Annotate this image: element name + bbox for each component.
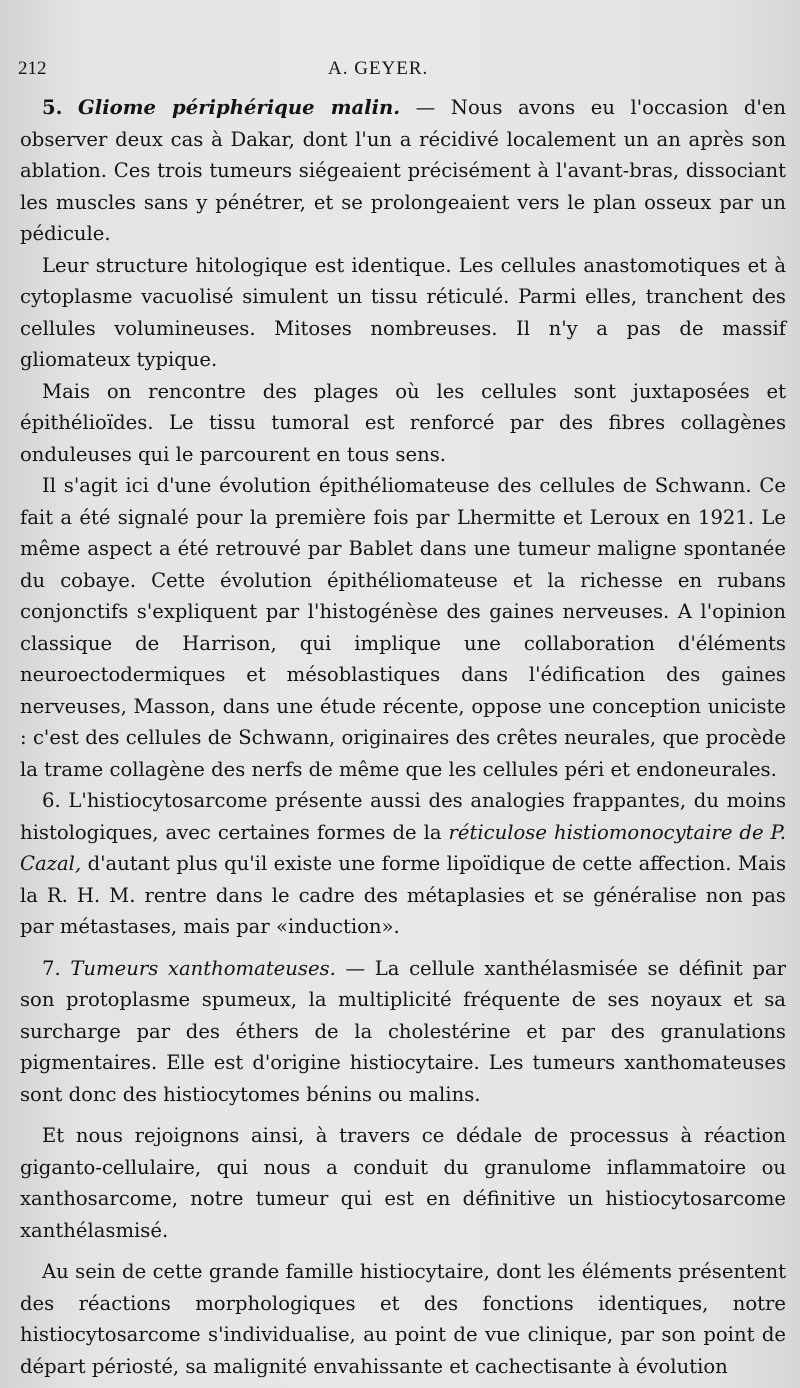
- section-number: 5.: [42, 96, 63, 119]
- section-title: Gliome périphérique malin.: [78, 96, 401, 119]
- paragraph-plages: [20, 376, 786, 471]
- paragraph-text: Mais on rencontre des plages où les cellules sont juxtaposées et épithélioïdes. Le tissu tumoral est renforcé par des fibres collagènes onduleuses qui le parcourent en tous sens.: [20, 379, 786, 466]
- paragraph-structure: [20, 250, 786, 376]
- body-text: [20, 92, 786, 1382]
- paragraph-xanthomateuses: [20, 953, 786, 1111]
- section-title: Tumeurs xanthomateuses.: [70, 956, 336, 980]
- paragraph-text: d'autant plus qu'il existe une forme lipoïdique de cette affection. Mais la R. H. M. rentre dans le cadre des métaplasies et se généralise non pas par métastases, mais par «induction».: [20, 852, 786, 938]
- paragraph-famille: [20, 1256, 786, 1382]
- page-number: 212: [18, 58, 47, 79]
- paragraph-rejoignons: [20, 1120, 786, 1246]
- paragraph-schwann: [20, 470, 786, 785]
- running-title: A. GEYER.: [328, 58, 429, 79]
- section-number: 7.: [42, 956, 61, 980]
- page-header: [18, 58, 770, 88]
- paragraph-text: Leur structure hitologique est identique. Les cellules anastomotiques et à cytoplasme vacuolisé simulent un tissu réticulé. Parmi elles, tranchent des cellules volumineuses. Mitoses nombreuses. Il n'y a pas de massif gliomateux typique.: [20, 253, 786, 371]
- paragraph-text: — La cellule xanthélasmisée se définit par son protoplasme spumeux, la multiplicité fréquente de ses noyaux et sa surcharge par des éthers de la cholestérine et par des granulations pigmentaires. Elle est d'origine histiocytaire. Les tumeurs xanthomateuses sont donc des histiocytomes bénins ou malins.: [20, 956, 786, 1106]
- paragraph-text: Et nous rejoignons ainsi, à travers ce dédale de processus à réaction giganto-cellulaire, qui nous a conduit du granulome inflammatoire ou xanthosarcome, notre tumeur qui est en définitive un histiocytosarcome xanthélasmisé.: [20, 1124, 786, 1242]
- paragraph-text: Au sein de cette grande famille histiocytaire, dont les éléments présentent des réactions morphologiques et des fonctions identiques, notre histiocytosarcome s'individualise, au point de vue clinique, par son point de départ périosté, sa malignité envahissante et cachectisante à évolution: [20, 1260, 786, 1378]
- paragraph-text: — Nous avons eu l'occasion d'en observer deux cas à Dakar, dont l'un a récidivé localement un an après son ablation. Ces trois tumeurs siégeaient précisément à l'avant-bras, dissociant les muscles sans y pénétrer, et se prolongeaient vers le plan osseux par un pédicule.: [20, 96, 787, 245]
- italic-term: réticulose histiomonocytaire de P. Cazal,: [20, 820, 786, 875]
- paragraph-gliome: [20, 92, 786, 250]
- paragraph-text: L'histiocytosarcome présente aussi des analogies frappantes, du moins histologiques, avec certaines formes de la: [20, 789, 786, 844]
- paragraph-text: Il s'agit ici d'une évolution épithéliomateuse des cellules de Schwann. Ce fait a été signalé pour la première fois par Lhermitte et Leroux en 1921. Le même aspect a été retrouvé par Bablet dans une tumeur maligne spontanée du cobaye. Cette évolution épithéliomateuse et la richesse en rubans conjonctifs s'expliquent par l'histogénèse des gaines nerveuses. A l'opinion classique de Harrison, qui implique une collaboration d'éléments neuroectodermiques et mésoblastiques dans l'édification des gaines nerveuses, Masson, dans une étude récente, oppose une conception uniciste : c'est des cellules de Schwann, originaires des crêtes neurales, que procède la trame collagène des nerfs de même que les cellules péri et endoneurales.: [20, 474, 786, 781]
- section-number: 6.: [42, 789, 61, 812]
- paragraph-histiocytosarcome: [20, 785, 786, 943]
